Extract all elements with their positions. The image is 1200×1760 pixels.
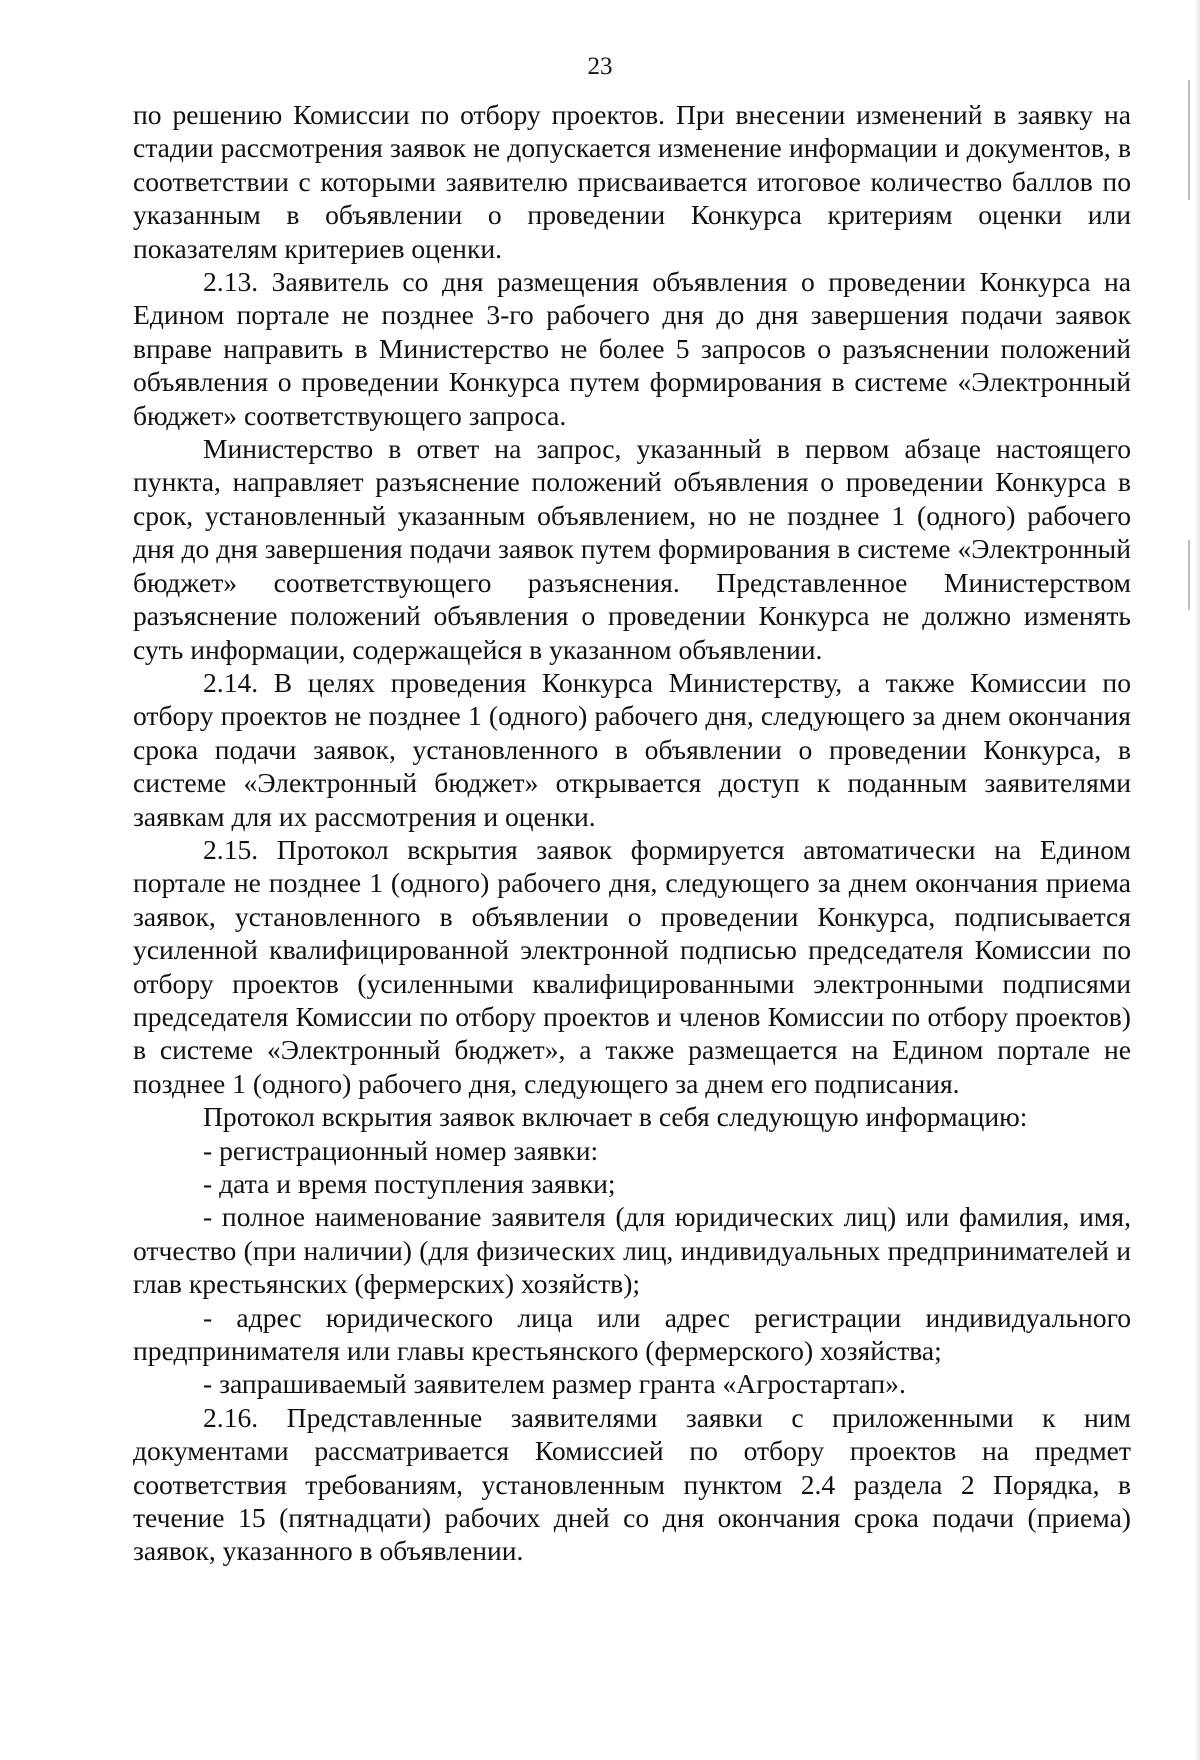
paragraph-2-15: 2.15. Протокол вскрытия заявок формируется автоматически на Едином портале не позднее 1 (одного) рабочего дня, следующего за днем окончания приема заявок, установленного в объявлении о проведении Конкурса, подписывается усиленной квалифицированной электронной подписью председателя Комиссии по отбору проектов (усиленными квалифицированными электронными подписями председателя Комиссии по отбору проектов и членов Комиссии по отбору проектов) в системе «Электронный бюджет», а также размещается на Едином портале не позднее 1 (одного) рабочего дня, следующего за днем его подписания. xyxy=(133,833,1131,1099)
paragraph-2-14: 2.14. В целях проведения Конкурса Министерству, а также Комиссии по отбору проектов не позднее 1 (одного) рабочего дня, следующего за днем окончания срока подачи заявок, установленного в объявлении о проведении Конкурса, в системе «Электронный бюджет» открывается доступ к поданным заявителями заявкам для их рассмотрения и оценки. xyxy=(133,666,1131,832)
scan-mark-right-lower xyxy=(1188,540,1190,610)
paragraph-continuation: по решению Комиссии по отбору проектов. При внесении изменений в заявку на стадии рассмотрения заявок не допускается изменение информации и документов, в соответствии с которыми заявителю присваивается итоговое количество баллов по указанным в объявлении о проведении Конкурса критериям оценки или показателям критериев оценки. xyxy=(133,99,1131,264)
paragraph-protocol-info-intro: Протокол вскрытия заявок включает в себя следующую информацию: xyxy=(203,1101,1028,1133)
paragraph-ministry-response: Министерство в ответ на запрос, указанный в первом абзаце настоящего пункта, направляет разъяснение положений объявления о проведении Конкурса в срок, установленный указанным объявлением, но не позднее 1 (одного) рабочего дня до дня завершения подачи заявок путем формирования в системе «Электронный бюджет» соответствующего разъяснения. Представленное Министерством разъяснение положений объявления о проведении Конкурса не должно изменять суть информации, содержащейся в указанном объявлении. xyxy=(133,433,1131,665)
list-item-registration-number: - регистрационный номер заявки: xyxy=(203,1134,599,1166)
list-item-date-time: - дата и время поступления заявки; xyxy=(203,1168,616,1199)
list-item-applicant-name: - полное наименование заявителя (для юридических лиц) или фамилия, имя, отчество (при наличии) (для физических лиц, индивидуальных предпринимателей и глав крестьянских (фермерских) хозяйств); xyxy=(133,1201,1131,1300)
list-item-grant-amount: - запрашиваемый заявителем размер гранта «Агростартап». xyxy=(203,1368,906,1400)
page-number: 23 xyxy=(587,53,613,80)
paragraph-2-13: 2.13. Заявитель со дня размещения объявления о проведении Конкурса на Едином портале не позднее 3-го рабочего дня до дня завершения подачи заявок вправе направить в Министерство не более 5 запросов о разъяснении положений объявления о проведении Конкурса путем формирования в системе «Электронный бюджет» соответствующего запроса. xyxy=(133,266,1131,431)
list-item-address: - адрес юридического лица или адрес регистрации индивидуального предпринимателя или главы крестьянского (фермерского) хозяйства; xyxy=(133,1301,1131,1367)
scan-mark-right xyxy=(1188,80,1190,200)
paragraph-2-16: 2.16. Представленные заявителями заявки с приложенными к ним документами рассматривается Комиссией по отбору проектов на предмет соответствия требованиям, установленным пунктом 2.4 раздела 2 Порядка, в течение 15 (пятнадцати) рабочих дней со дня окончания срока подачи (приема) заявок, указанного в объявлении. xyxy=(133,1401,1131,1567)
scan-edge-shadow xyxy=(1194,0,1200,1760)
document-body xyxy=(133,98,1131,1568)
